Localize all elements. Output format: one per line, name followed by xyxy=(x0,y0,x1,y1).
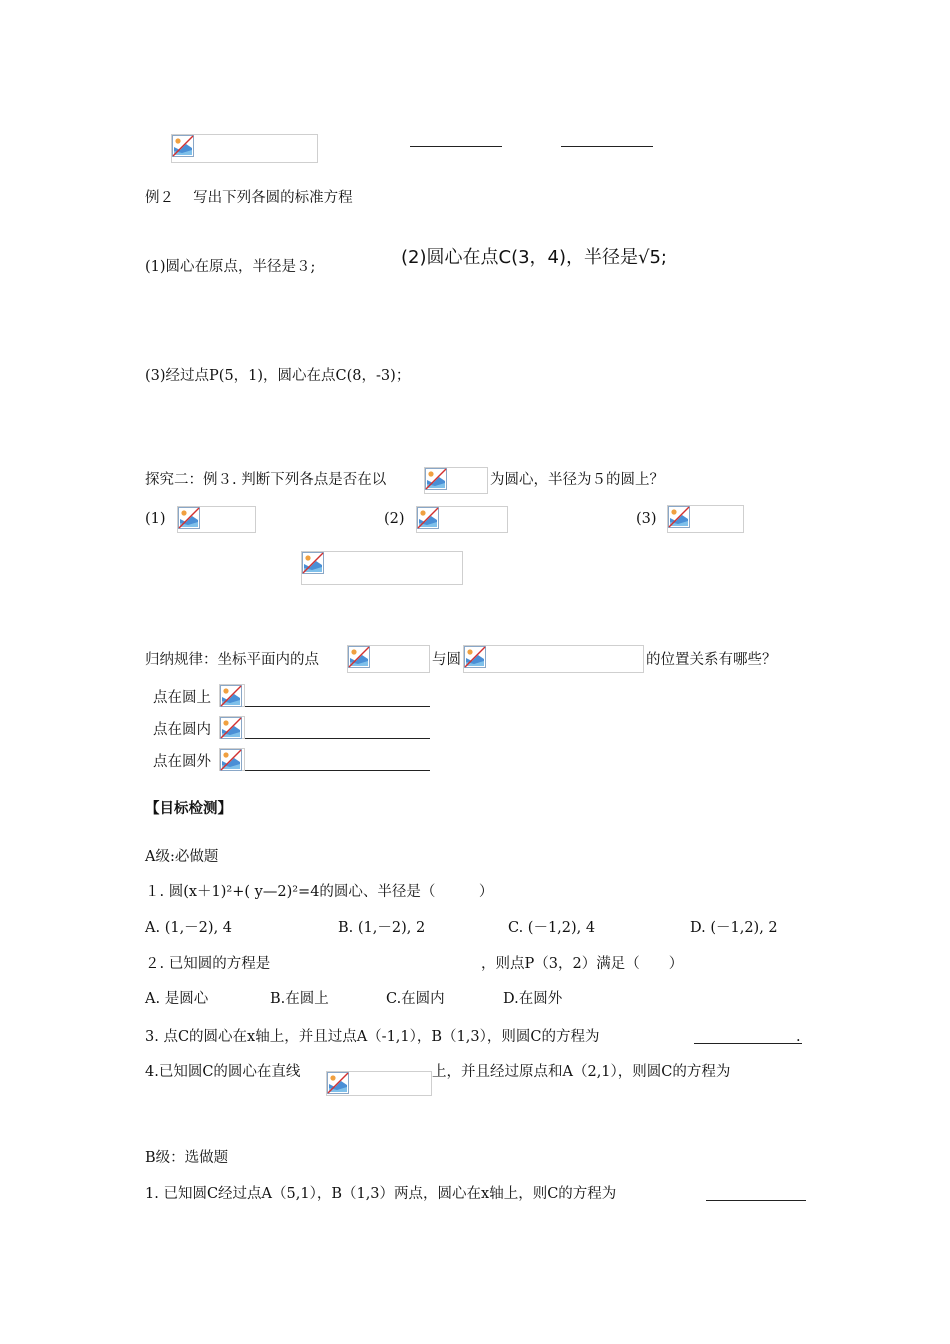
rule-middle: 与圆 xyxy=(432,652,461,668)
rule-outside-circle: 点在圆外 xyxy=(153,754,211,770)
example-3-label-1: (1) xyxy=(145,511,166,527)
level-a-q4-end: 上，并且经过原点和A（2,1），则圆C的方程为 xyxy=(432,1064,731,1080)
image-placeholder xyxy=(667,505,744,533)
example-3-label-2: (2) xyxy=(384,511,405,527)
image-placeholder xyxy=(463,645,644,673)
level-a-q3: 3. 点C的圆心在x轴上，并且过点A（-1,1），B（1,3），则圆C的方程为 xyxy=(145,1029,600,1045)
level-a-q2-end: ，则点P（3，2）满足（ ） xyxy=(481,956,684,972)
level-a-q1-option-c: C. (－1,2), 4 xyxy=(508,920,596,936)
image-placeholder xyxy=(177,506,256,533)
example-3-prefix: 探究二：例３. 判断下列各点是否在以 xyxy=(145,472,387,488)
broken-image-icon xyxy=(220,749,242,771)
rule-inside-circle: 点在圆内 xyxy=(153,722,211,738)
answer-blank xyxy=(561,146,653,147)
example-3-label-3: (3) xyxy=(636,511,657,527)
level-a-q3-period: . xyxy=(796,1029,801,1045)
answer-blank xyxy=(410,146,502,147)
level-a-q1: １. 圆(x＋1)²+( y—2)²=4的圆心、半径是（ ） xyxy=(145,884,494,900)
broken-image-icon xyxy=(178,507,200,529)
level-b-title: B级：选做题 xyxy=(145,1150,229,1166)
broken-image-icon xyxy=(220,717,242,739)
broken-image-icon xyxy=(417,507,439,529)
rule-suffix: 的位置关系有哪些？ xyxy=(646,652,777,668)
broken-image-icon xyxy=(668,506,690,528)
image-placeholder xyxy=(326,1071,432,1096)
level-a-q1-option-b: B. (1,－2), 2 xyxy=(338,920,426,936)
broken-image-icon xyxy=(172,135,194,157)
example-2-title: 例２ 写出下列各圆的标准方程 xyxy=(145,190,353,206)
level-a-q4-start: 4.已知圆C的圆心在直线 xyxy=(145,1064,301,1080)
section-title: 【目标检测】 xyxy=(145,801,232,817)
image-placeholder xyxy=(424,467,488,494)
broken-image-icon xyxy=(464,646,486,668)
level-a-q2-option-c: C.在圆内 xyxy=(386,991,445,1007)
broken-image-icon xyxy=(220,685,242,707)
level-a-q2-option-b: B.在圆上 xyxy=(270,991,329,1007)
image-placeholder xyxy=(416,506,508,533)
image-placeholder xyxy=(347,645,430,673)
example-2-q2: (2)圆心在点C(3，4)，半径是√5; xyxy=(401,247,667,268)
broken-image-icon xyxy=(348,646,370,668)
rule-on-circle: 点在圆上 xyxy=(153,690,211,706)
answer-blank xyxy=(245,738,430,739)
answer-blank xyxy=(245,706,430,707)
image-placeholder xyxy=(219,716,245,739)
image-placeholder xyxy=(171,134,318,163)
example-3-suffix: 为圆心，半径为５的圆上？ xyxy=(490,472,664,488)
level-a-q2-option-d: D.在圆外 xyxy=(503,991,563,1007)
answer-blank xyxy=(694,1043,802,1044)
image-placeholder xyxy=(301,551,463,585)
image-placeholder xyxy=(219,684,245,707)
answer-blank xyxy=(245,770,430,771)
level-a-title: A级:必做题 xyxy=(145,849,219,865)
broken-image-icon xyxy=(425,468,447,490)
level-a-q2-option-a: A. 是圆心 xyxy=(145,991,209,1007)
broken-image-icon xyxy=(327,1072,349,1094)
example-2-q1: (1)圆心在原点，半径是３; xyxy=(145,259,316,275)
level-a-q1-option-a: A. (1,－2), 4 xyxy=(145,920,233,936)
example-2-q3: (3)经过点P(5，1)，圆心在点C(8，-3)； xyxy=(145,368,411,384)
level-b-q1: 1. 已知圆C经过点A（5,1），B（1,3）两点，圆心在x轴上，则C的方程为 xyxy=(145,1186,617,1202)
image-placeholder xyxy=(219,748,245,771)
level-a-q2-start: ２. 已知圆的方程是 xyxy=(145,956,271,972)
rule-prefix: 归纳规律：坐标平面内的点 xyxy=(145,652,319,668)
level-a-q1-option-d: D. (－1,2), 2 xyxy=(690,920,778,936)
broken-image-icon xyxy=(302,552,324,574)
answer-blank xyxy=(706,1200,806,1201)
